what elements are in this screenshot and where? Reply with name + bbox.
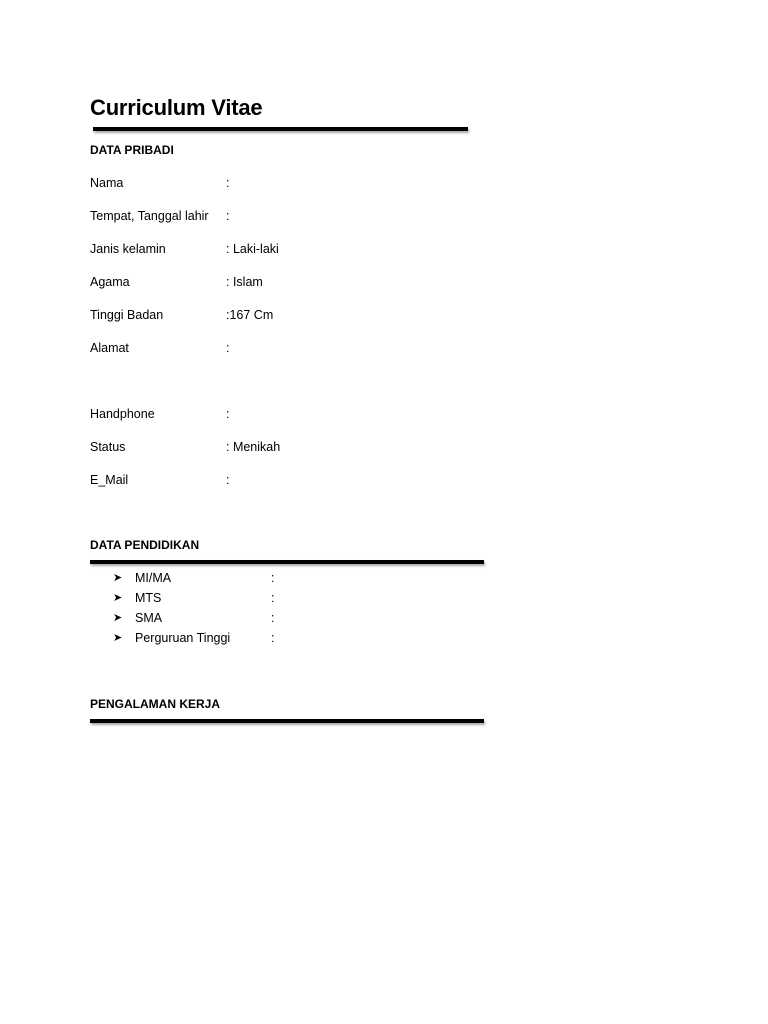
- document-title: Curriculum Vitae: [90, 95, 263, 120]
- field-label: Janis kelamin: [90, 242, 166, 256]
- field-label: Nama: [90, 176, 124, 190]
- field-value: :: [226, 407, 230, 421]
- work-experience-heading: PENGALAMAN KERJA: [90, 697, 221, 711]
- field-label: Tinggi Badan: [90, 308, 164, 322]
- field-label: Tempat, Tanggal lahir: [90, 209, 209, 223]
- education-heading: DATA PENDIDIKAN: [90, 538, 200, 552]
- field-value: : Menikah: [226, 440, 281, 454]
- education-label: Perguruan Tinggi: [135, 631, 231, 645]
- work-experience-underline: [90, 719, 484, 723]
- education-value: :: [271, 611, 275, 625]
- education-label: SMA: [135, 611, 163, 625]
- field-value: :: [226, 176, 230, 190]
- field-label: Agama: [90, 275, 130, 289]
- education-label: MTS: [135, 591, 162, 605]
- field-value: :: [226, 209, 230, 223]
- education-label: MI/MA: [135, 571, 172, 585]
- field-label: Handphone: [90, 407, 155, 421]
- arrowhead-bullet-icon: ➤: [113, 632, 123, 644]
- personal-data-heading: DATA PRIBADI: [90, 143, 174, 157]
- field-value: : Islam: [226, 275, 263, 289]
- education-value: :: [271, 591, 275, 605]
- field-value: :: [226, 341, 230, 355]
- title-underline: [93, 127, 468, 131]
- field-label: Alamat: [90, 341, 129, 355]
- arrowhead-bullet-icon: ➤: [113, 612, 123, 624]
- field-value: :167 Cm: [226, 308, 274, 322]
- field-label: Status: [90, 440, 126, 454]
- education-value: :: [271, 571, 275, 585]
- field-label: E_Mail: [90, 473, 129, 487]
- arrowhead-bullet-icon: ➤: [113, 572, 123, 584]
- education-value: :: [271, 631, 275, 645]
- education-underline: [90, 560, 484, 564]
- arrowhead-bullet-icon: ➤: [113, 592, 123, 604]
- field-value: :: [226, 473, 230, 487]
- field-value: : Laki-laki: [226, 242, 279, 256]
